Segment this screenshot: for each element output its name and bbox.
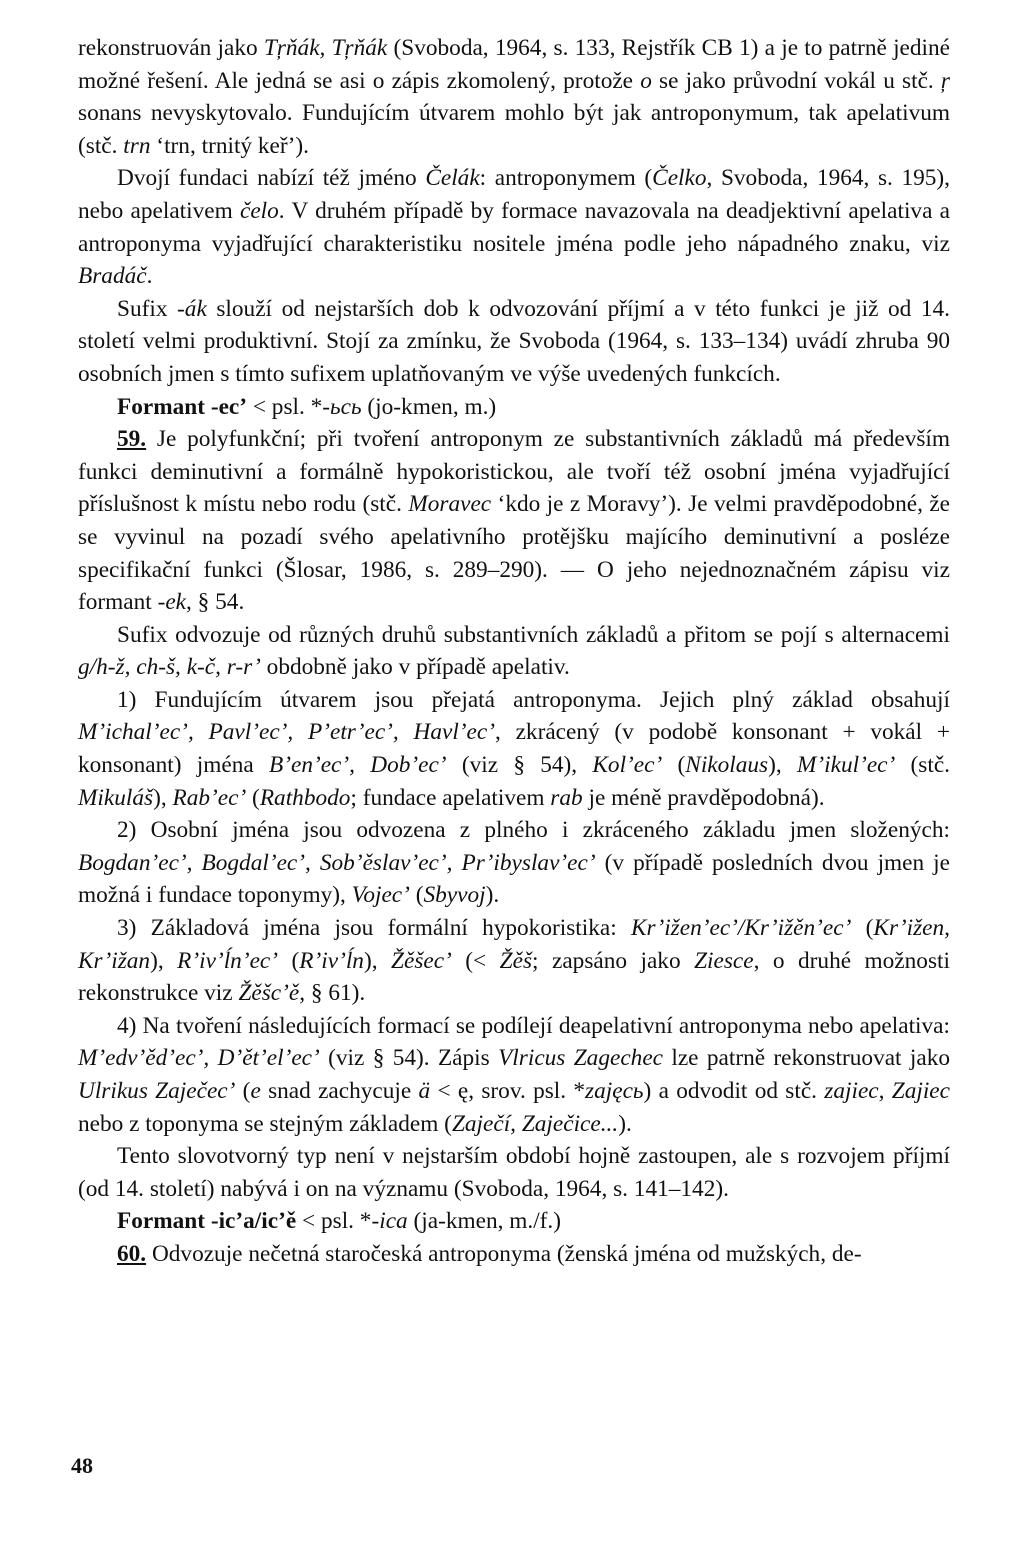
paragraph	[78, 684, 950, 814]
italic-run: Kr’ižen, Kr’ižan	[78, 915, 950, 974]
text-run: ).	[618, 1110, 632, 1137]
italic-run: Sbyvoj	[423, 882, 486, 909]
text-run: 1) Fundujícím útvarem jsou přejatá antroponyma. Jejich plný základ obsahují	[117, 686, 950, 713]
text-run: < ę, srov. psl. *	[430, 1078, 586, 1104]
paragraph-body	[146, 1241, 861, 1267]
italic-run: Čelko	[652, 165, 707, 192]
italic-run: R’iv’ĺn’ec’	[177, 947, 279, 974]
paragraph	[78, 162, 950, 292]
italic-run: Bogdan’ec’, Bogdal’ec’, Sob’ěslav’ec’, Pr’ibyslav’ec’	[78, 849, 596, 876]
text-run: 3) Základová jména jsou formální hypokoristika:	[117, 915, 631, 942]
paragraph-body	[78, 426, 950, 615]
text-run: < psl. *-	[296, 1208, 380, 1235]
italic-run: Kr’ižen’ec’/Kr’ižěn’ec’	[630, 915, 852, 942]
text-run: 4) Na tvoření následujících formací se podílejí deapelativní antroponyma nebo apelativa:	[117, 1012, 950, 1039]
section-number: 60.	[117, 1240, 147, 1267]
italic-run: -ák	[177, 295, 207, 322]
text-run: (v případě posledních dvou jmen je možná i fundace toponymy),	[78, 849, 950, 909]
italic-run: Moravec	[408, 491, 492, 518]
paragraph	[78, 1010, 950, 1140]
paragraph	[78, 814, 950, 912]
text-run: , § 61).	[299, 980, 366, 1007]
text-run: (	[278, 947, 300, 974]
paragraph-body	[78, 915, 950, 1006]
text-run: (	[235, 1078, 251, 1104]
text-run: (stč.	[895, 752, 951, 779]
italic-run: M’edv’ěd’ec’, D’ět’el’ec’	[78, 1045, 320, 1072]
italic-run: čelo	[239, 197, 279, 224]
italic-run: Rab’ec’	[172, 784, 247, 811]
italic-run: M’ichal’ec’, Pavl’ec’, P’etr’ec’, Havl’ec’	[78, 719, 495, 746]
paragraph	[78, 619, 950, 684]
italic-run: M’ikul’ec’	[796, 752, 896, 779]
italic-run: Vlricus Zagechec	[498, 1045, 663, 1072]
text-run: Dvojí fundaci nabízí též jméno	[117, 165, 426, 192]
text-run: (jo-kmen, m.)	[361, 393, 497, 420]
text-run: ),	[153, 784, 173, 811]
text-run: : antroponymem (	[479, 165, 653, 192]
text-run: (	[246, 784, 260, 811]
text-run: nebo z toponyma se stejným základem (	[78, 1110, 452, 1137]
text-run: , Svoboda, 1964, s. 195), nebo apelativem	[78, 165, 950, 224]
page-number: 48	[71, 1453, 93, 1478]
italic-run: Žěš	[499, 947, 533, 974]
paragraph-body	[78, 1143, 950, 1202]
italic-run: Tŗňák, Tŗňák	[263, 35, 388, 61]
italic-run: R’iv’ĺn	[299, 947, 364, 974]
text-run: ),	[150, 947, 178, 974]
text-run: ; fundace apelativem	[350, 784, 551, 811]
italic-run: Rathbodo	[259, 784, 351, 811]
text-run: (ja-kmen, m./f.)	[407, 1208, 562, 1235]
italic-run: Žěšec’	[391, 947, 452, 974]
text-run: Je polyfunkční; při tvoření antroponym ze substantivních základů má především funkci deminutivní a formálně hypokoristickou, ale tvoří též osobní jména vyjadřující příslušnost k místu nebo rodu (stč.	[78, 426, 950, 518]
paragraph-body	[78, 622, 950, 681]
italic-run: ica	[379, 1208, 408, 1235]
text-run: .	[146, 263, 153, 290]
paragraph	[78, 1140, 950, 1205]
formant-heading	[78, 391, 950, 424]
paragraph	[78, 912, 950, 1010]
paragraph-body	[78, 165, 950, 289]
text-run: Sufix	[117, 295, 178, 322]
text-run: obdobně jako v případě apelativ.	[260, 654, 570, 681]
italic-run: ä	[418, 1078, 431, 1104]
paragraph-body	[78, 1013, 950, 1137]
paragraph-lead: Formant -ic’a/ic’ě	[117, 1208, 297, 1235]
italic-run: trn	[123, 132, 151, 159]
text-run: , zkrácený (v podobě konsonant + vokál + konsonant) jména	[78, 719, 950, 779]
italic-run: e	[250, 1078, 261, 1104]
section-paragraph	[78, 423, 950, 619]
italic-run: Kol’ec’	[592, 752, 663, 779]
italic-run: zajiec, Zajiec	[824, 1078, 950, 1104]
italic-run: ŗ	[940, 67, 950, 94]
text-run: sonans nevyskytovalo. Fundujícím útvarem mohlo být jak antroponymum, tak apelativum (stč.	[78, 100, 950, 159]
text-run: ),	[768, 752, 797, 779]
section-paragraph	[78, 1238, 950, 1271]
text-run: snad zachycuje	[260, 1078, 419, 1104]
text-run: Tento slovotvorný typ není v nejstarším období hojně zastoupen, ale s rozvojem příjmí (od 14. století) nabývá i on na významu (Svoboda, 1964, s. 141–142).	[78, 1143, 950, 1202]
paragraph-body	[78, 296, 950, 387]
text-run: . V druhém případě by formace navazovala na deadjektivní apelativa a antroponyma vyjadřující charakteristiku nositele jména podle jeho nápadného znaku, viz	[78, 197, 951, 257]
paragraph-body	[78, 817, 950, 908]
text-run: (viz § 54),	[446, 752, 593, 779]
text-run: je méně pravděpodobná).	[582, 784, 825, 811]
text-run: 2) Osobní jména jsou odvozena z plného i zkráceného základu jmen složených:	[117, 817, 950, 844]
paragraph-body	[78, 687, 950, 811]
text-run: ; zapsáno jako	[532, 947, 695, 974]
italic-run: Žěšc’ě	[238, 980, 300, 1007]
section-number: 59.	[117, 426, 147, 453]
text-run: Odvozuje nečetná staročeská antroponyma (ženská jména od mužských, de-	[146, 1240, 862, 1267]
body-text	[78, 32, 950, 1271]
italic-run: Vojec’	[351, 882, 410, 909]
italic-run: ьcь	[330, 393, 362, 420]
text-run: , § 54.	[186, 589, 245, 616]
text-run: lze patrně rekonstruovat jako	[663, 1045, 950, 1072]
italic-run: zajęcь	[585, 1078, 644, 1104]
text-run: (	[851, 915, 874, 942]
text-run: ) a odvodit od stč.	[643, 1078, 825, 1104]
paragraph	[78, 293, 950, 391]
paragraph-lead: Formant -ec’	[117, 393, 248, 420]
italic-run: Mikuláš	[78, 784, 154, 811]
text-run: slouží od nejstarších dob k odvozování příjmí a v této funkci je již od 14. století velmi produktivní. Stojí za zmínku, že Svoboda (1964, s. 133–134) uvádí zhruba 90 osobních jmen s tímto sufixem uplatňovaným ve výše uvedených funkcích.	[78, 295, 950, 387]
italic-run: rab	[550, 784, 583, 811]
italic-run: o	[640, 67, 652, 94]
italic-run: -ek	[157, 589, 187, 616]
italic-run: Ziesce	[694, 947, 754, 974]
formant-heading	[78, 1205, 950, 1238]
paragraph-body	[78, 35, 950, 159]
text-run: , o druhé možnosti rekonstrukce viz	[78, 947, 950, 1007]
text-run: (	[409, 882, 424, 909]
text-run: ),	[363, 947, 392, 974]
paragraph-body	[247, 394, 496, 420]
text-run: (<	[451, 947, 500, 974]
text-run: ).	[485, 882, 500, 909]
text-run: (viz § 54). Zápis	[319, 1045, 499, 1072]
text-run: Sufix odvozuje od různých druhů substantivních základů a přitom se pojí s alternacemi	[117, 621, 950, 648]
text-run: se jako průvodní vokál u stč.	[651, 67, 941, 94]
italic-run: Ulrikus Zaječec’	[78, 1078, 236, 1104]
text-run: (Svoboda, 1964, s. 133, Rejstřík CB 1) a je to patrně jediné možné řešení. Ale jedná se asi o zápis zkomolený, protože	[78, 35, 951, 94]
italic-run: g/h-ž, ch-š, k-č, r-r’	[78, 654, 261, 681]
text-run: ‘trn, trnitý keř’).	[150, 132, 309, 159]
text-run: < psl. *-	[247, 393, 331, 420]
italic-run: Bradáč	[78, 263, 147, 290]
italic-run: B’en’ec’, Dob’ec’	[268, 752, 447, 779]
italic-run: Čelák	[425, 165, 480, 192]
paragraph	[78, 32, 950, 162]
italic-run: Nikolaus	[685, 752, 769, 779]
paragraph-body	[296, 1208, 561, 1234]
text-run: rekonstruován jako	[78, 35, 264, 61]
text-run: ‘kdo je z Moravy’). Je velmi pravděpodobné, že se vyvinul na pozadí svého apelativního protějšku majícího deminutivní a posléze specifikační funkci (Šlosar, 1986, s. 289–290). — O jeho nejednoznačném zápisu viz formant	[78, 491, 950, 616]
italic-run: Zaječí, Zaječice...	[451, 1110, 619, 1137]
text-run: (	[662, 752, 686, 779]
